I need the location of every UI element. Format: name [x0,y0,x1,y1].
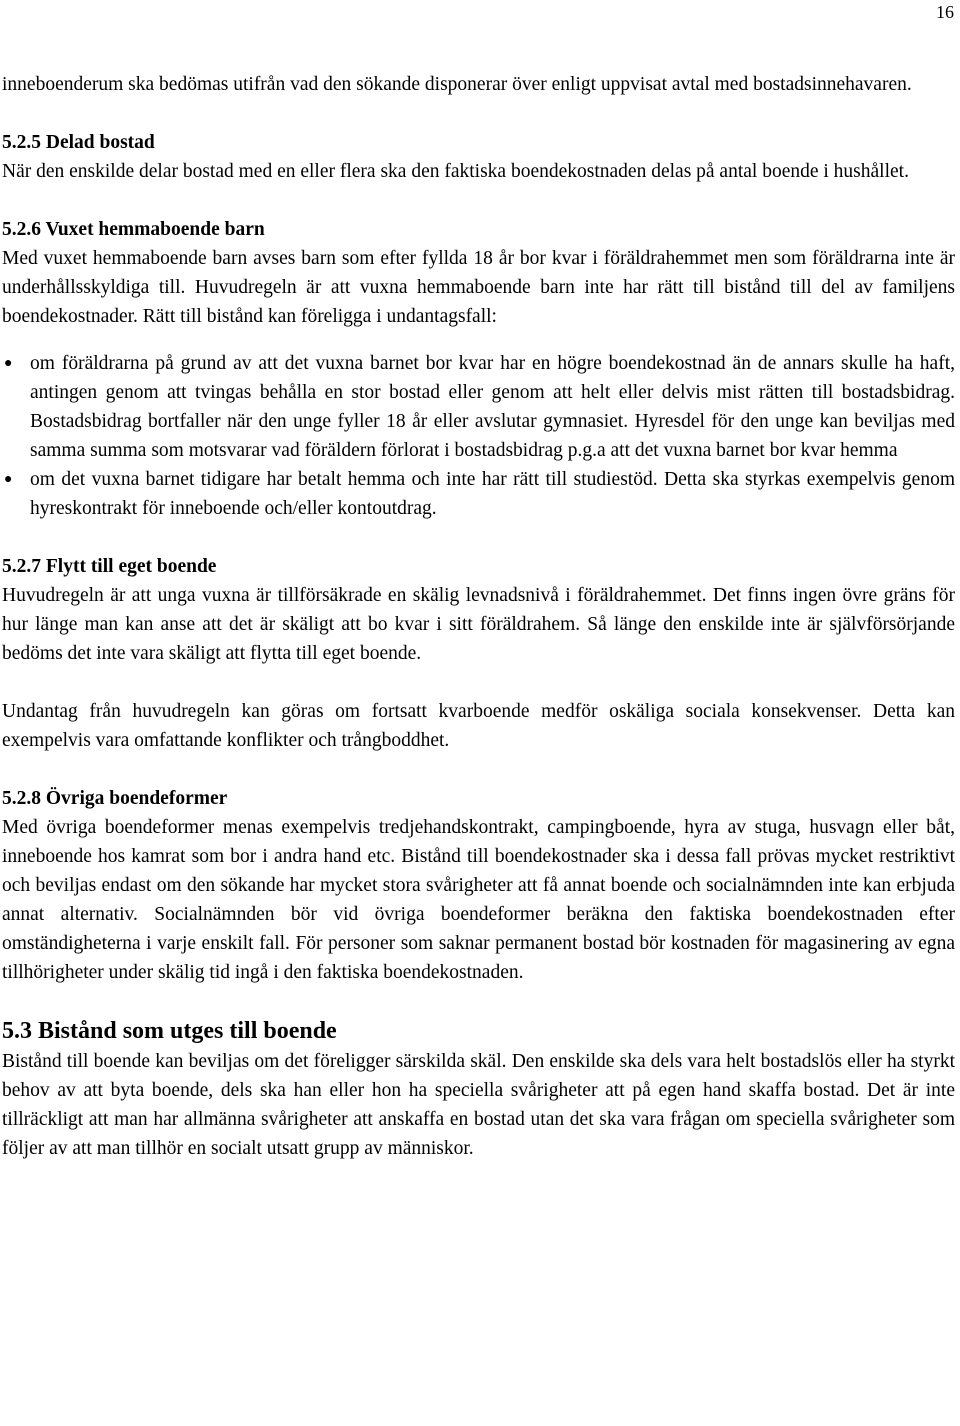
document-body [2,70,955,1163]
section-paragraph-2: Undantag från huvudregeln kan göras om fortsatt kvarboende medför oskäliga sociala konsekvenser. Detta kan exempelvis vara omfattande konflikter och trångboddhet. [2,701,955,751]
section-heading: 5.2.6 Vuxet hemmaboende barn [2,219,265,240]
bullet-list [2,349,955,523]
page-number: 16 [936,2,954,22]
section-paragraph: Med vuxet hemmaboende barn avses barn som efter fyllda 18 år bor kvar i föräldrahemmet men som föräldrarna inte är underhållsskyldiga till. Huvudregeln är att vuxna hemmaboende barn inte har rätt till bistånd till del av familjens boendekostnader. Rätt till bistånd kan föreligga i undantagsfall: [2,248,955,327]
list-item-text: om det vuxna barnet tidigare har betalt hemma och inte har rätt till studiestöd. Detta ska styrkas exempelvis genom hyreskontrakt för inneboende och/eller kontoutdrag. [30,469,955,519]
intro-paragraph: inneboenderum ska bedömas utifrån vad den sökande disponerar över enligt uppvisat avtal med bostadsinnehavaren. [2,74,912,95]
section-5-2-8 [2,784,955,987]
list-item [2,465,955,523]
section-paragraph: Med övriga boendeformer menas exempelvis tredjehandskontrakt, campingboende, hyra av stuga, husvagn eller båt, inneboende hos kamrat som bor i andra hand etc. Bistånd till boendekostnader ska i dessa fall prövas mycket restriktivt och beviljas endast om den sökande har mycket stora svårigheter att få annat boende och socialnämnden inte kan erbjuda annat alternativ. Socialnämnden bör vid övriga boendeformer beräkna den faktiska boendekostnaden efter omständigheterna i varje enskilt fall. För personer som saknar permanent bostad bör kostnaden för magasinering av egna tillhörigheter under skälig tid ingå i den faktiska boendekostnaden. [2,817,955,983]
section-heading: 5.3 Bistånd som utges till boende [2,1018,337,1044]
section-paragraph: Huvudregeln är att unga vuxna är tillförsäkrade en skälig levnadsnivå i föräldrahemmet. Det finns ingen övre gräns för hur länge man kan anse att det är skäligt att bo kvar i sitt föräldrahem. Så länge den enskilde inte är självförsörjande bedöms det inte vara skäligt att flytta till eget boende. [2,585,955,664]
section-heading: 5.2.7 Flytt till eget boende [2,556,217,577]
section-5-2-5 [2,128,955,186]
bullet-icon: ● [4,472,13,487]
section-5-2-7 [2,552,955,755]
list-item [2,349,955,465]
section-heading: 5.2.8 Övriga boendeformer [2,788,228,809]
section-paragraph: När den enskilde delar bostad med en eller flera ska den faktiska boendekostnaden delas på antal boende i hushållet. [2,161,909,182]
section-5-3 [2,1016,955,1163]
section-5-2-6 [2,215,955,523]
list-item-text: om föräldrarna på grund av att det vuxna barnet bor kvar har en högre boendekostnad än de annars skulle ha haft, antingen genom att tvingas behålla en stor bostad eller genom att helt eller delvis mist rätten till bostadsbidrag. Bostadsbidrag bortfaller när den unge fyller 18 år eller avslutar gymnasiet. Hyresdel för den unge kan beviljas med samma summa som motsvarar vad föräldern förlorat i bostadsbidrag p.g.a att det vuxna barnet bor kvar hemma [30,353,955,461]
bullet-icon: ● [4,356,13,371]
section-heading: 5.2.5 Delad bostad [2,132,155,153]
section-paragraph: Bistånd till boende kan beviljas om det föreligger särskilda skäl. Den enskilde ska dels vara helt bostadslös eller ha styrkt behov av att byta boende, dels ska han eller hon ha speciella svårigheter att på egen hand skaffa bostad. Det är inte tillräckligt att man har allmänna svårigheter att anskaffa en bostad utan det ska vara frågan om speciella svårigheter som följer av att man tillhör en socialt utsatt grupp av människor. [2,1051,955,1159]
